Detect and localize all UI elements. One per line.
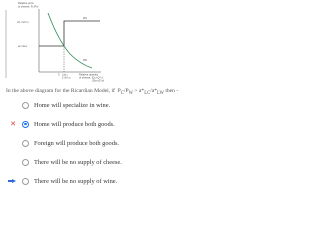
origin-label: 0 xyxy=(58,72,60,77)
option-5[interactable] xyxy=(22,175,117,187)
y-tick-foreign-ratio: a*LC/a*LW xyxy=(17,20,29,24)
option-label: Home will produce both goods. xyxy=(34,120,115,128)
question-text: In the above diagram for the Ricardian Model, if $P_C/P_W > a*_{LC}/a*_{LW}$ then - xyxy=(6,88,179,97)
x-axis-label-line1: Relative quantity xyxy=(79,73,99,77)
option-label: Foreign will produce both goods. xyxy=(34,139,120,147)
wrong-answer-marker xyxy=(8,118,18,130)
ricardian-diagram xyxy=(0,0,200,94)
rs-label: RS xyxy=(83,16,87,20)
y-axis-label-line1: Relative price xyxy=(18,2,34,5)
rd-label: RD xyxy=(83,58,88,62)
option-4[interactable] xyxy=(22,156,122,168)
option-label: There will be no supply of cheese. xyxy=(34,158,122,166)
x-axis-label-line3: (QW+Q*W) xyxy=(92,79,105,83)
x-tick-foreign: L*/a*LW xyxy=(62,76,71,80)
arrow-right-icon xyxy=(12,179,16,183)
y-axis-label-line2: of cheese, PC/PW xyxy=(18,5,39,9)
y-tick-home-ratio: aLC/aLW xyxy=(18,44,28,48)
x-axis-label-line2: of cheese, (QC+Q*C) xyxy=(79,76,103,80)
x-tick-home: L/aLC xyxy=(62,73,69,77)
x-mark-icon: ✕ xyxy=(10,120,16,128)
radio-button-selected[interactable] xyxy=(22,121,29,128)
radio-button[interactable] xyxy=(22,140,29,147)
rs-supply-curve xyxy=(39,21,100,46)
option-1[interactable] xyxy=(22,99,110,111)
option-3[interactable] xyxy=(22,137,119,149)
option-2[interactable] xyxy=(22,118,115,130)
radio-button[interactable] xyxy=(22,159,29,166)
option-label: There will be no supply of wine. xyxy=(34,177,118,185)
radio-button[interactable] xyxy=(22,102,29,109)
radio-button[interactable] xyxy=(22,178,29,185)
correct-answer-marker xyxy=(8,175,18,187)
option-label: Home will specialize in wine. xyxy=(34,101,111,109)
